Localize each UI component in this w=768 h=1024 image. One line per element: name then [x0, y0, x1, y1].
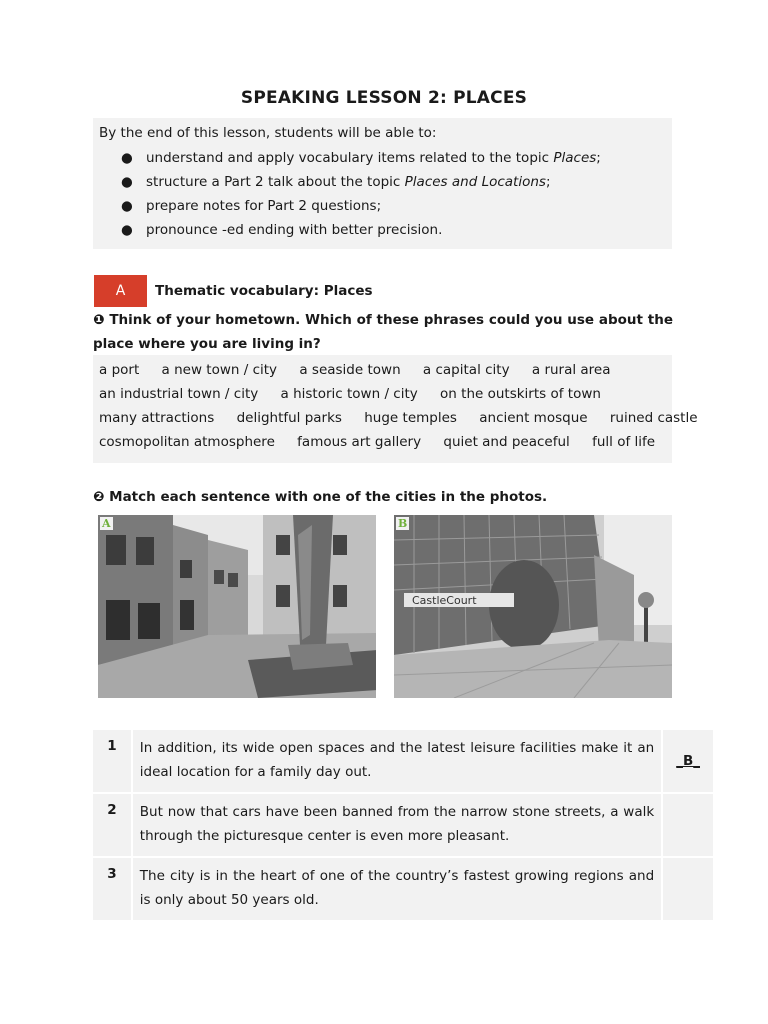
table-row [93, 858, 713, 922]
objective-text: pronounce -ed ending with better precision. [146, 222, 443, 238]
vocab-item: on the outskirts of town [440, 386, 601, 402]
answer-value: _B_ [676, 753, 700, 769]
vocab-item: many attractions [99, 410, 215, 426]
photo-b [394, 515, 672, 698]
table-row [93, 730, 713, 794]
objective-text: understand and apply vocabulary items related to the topic [146, 150, 554, 166]
objectives-intro: By the end of this lesson, students will be able to: [99, 125, 437, 141]
photo-a [98, 515, 376, 698]
vocab-item: delightful parks [236, 410, 342, 426]
vocab-item: full of life [592, 434, 656, 450]
vocab-item: a rural area [531, 362, 611, 378]
objective-emphasis: Places and Locations [404, 174, 546, 190]
vocab-item: famous art gallery [297, 434, 422, 450]
bullet-icon: ● [121, 198, 133, 214]
vocab-item: ruined castle [609, 410, 698, 426]
objective-text: structure a Part 2 talk about the topic [146, 174, 405, 190]
photo-b-image [394, 515, 672, 698]
section-a-title: Thematic vocabulary: Places [155, 283, 373, 299]
row-number: 2 [93, 794, 133, 858]
row-number: 1 [93, 730, 133, 794]
answer-cell[interactable] [663, 794, 713, 858]
matching-table [93, 730, 713, 922]
bullet-icon: ● [121, 150, 133, 166]
row-sentence: The city is in the heart of one of the country’s fastest growing regions and is only about 50 years old. [133, 858, 663, 922]
vocab-item: a historic town / city [280, 386, 418, 402]
vocab-item: a new town / city [161, 362, 278, 378]
photo-b-sign: CastleCourt [412, 594, 477, 607]
bullet-icon: ● [121, 222, 133, 238]
row-number: 3 [93, 858, 133, 922]
photo-b-label: B [398, 517, 408, 530]
objective-punct: ; [545, 174, 551, 190]
photo-a-image [98, 515, 376, 698]
vocab-item: a port [99, 362, 140, 378]
vocab-item: huge temples [364, 410, 457, 426]
section-a-badge: A [94, 275, 147, 307]
lesson-title: SPEAKING LESSON 2: PLACES [240, 88, 528, 108]
vocab-row [99, 362, 629, 378]
question-1: ❶ Think of your hometown. Which of these phrases could you use about the place where you are living in? [93, 312, 673, 352]
row-sentence: In addition, its wide open spaces and the latest leisure facilities make it an ideal location for a family day out. [133, 730, 663, 794]
answer-cell[interactable] [663, 858, 713, 922]
bullet-icon: ● [121, 174, 133, 190]
row-sentence: But now that cars have been banned from the narrow stone streets, a walk through the picturesque center is even more pleasant. [133, 794, 663, 858]
vocab-item: cosmopolitan atmosphere [99, 434, 275, 450]
answer-cell[interactable] [663, 730, 713, 794]
vocabulary-box [93, 355, 698, 463]
question-2: ❷ Match each sentence with one of the cities in the photos. [93, 489, 548, 505]
vocab-row [99, 410, 716, 426]
table-row [93, 794, 713, 858]
objective-text: prepare notes for Part 2 questions; [146, 198, 382, 214]
vocab-item: quiet and peaceful [443, 434, 570, 450]
objective-punct: ; [596, 150, 601, 166]
objective-emphasis: Places [553, 150, 597, 166]
vocab-item: a seaside town [299, 362, 401, 378]
objectives-box [93, 118, 672, 249]
vocab-item: an industrial town / city [99, 386, 259, 402]
vocab-item: ancient mosque [479, 410, 588, 426]
vocab-item: a capital city [422, 362, 510, 378]
vocab-row [99, 386, 619, 402]
photo-a-label: A [102, 517, 111, 530]
vocab-row [99, 434, 673, 450]
